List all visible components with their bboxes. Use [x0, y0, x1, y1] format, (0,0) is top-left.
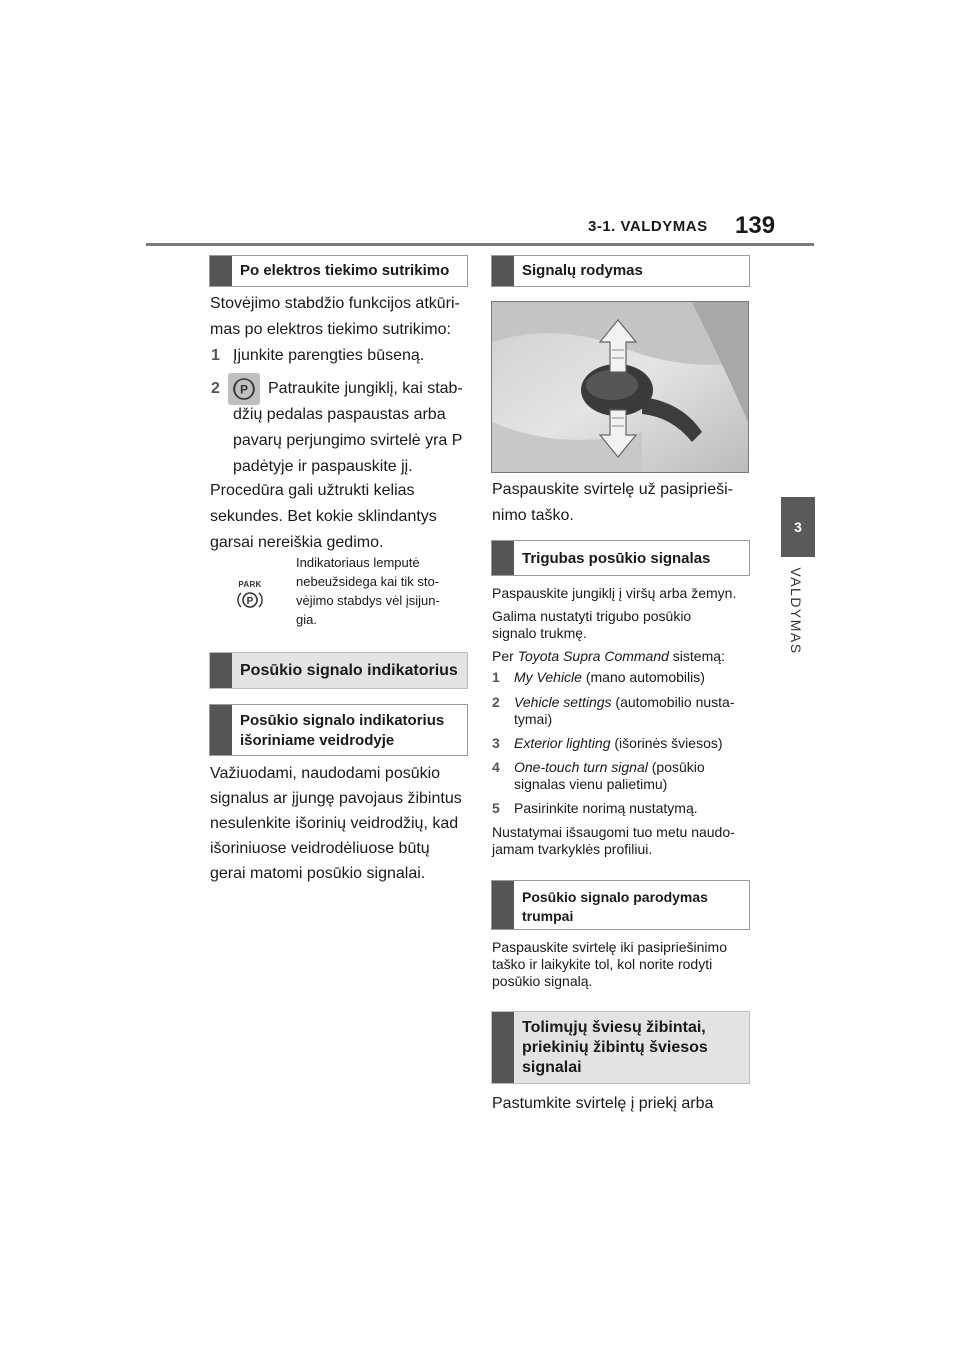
heading-box-turn-signal-indicator: [209, 652, 468, 689]
driving-line-3: nesulenkite išorinių veidrodžių, kad: [210, 815, 459, 832]
driving-line-1: Važiuodami, naudodami posūkio: [210, 765, 441, 782]
turn-signal-lever-illustration: [491, 301, 749, 473]
menu-step-4-en: One-touch turn signal: [514, 759, 648, 775]
menu-step-3: [514, 735, 723, 752]
page-number: 139: [735, 212, 776, 239]
heading-triple-signal: Trigubas posūkio signalas: [522, 550, 711, 567]
heading-box-high-beam: [491, 1011, 750, 1084]
can-set-line-1: Galima nustatyti trigubo posūkio: [492, 608, 692, 624]
menu-step-4-number: 4: [492, 759, 500, 775]
press-up-down: Paspauskite jungiklį į viršų arba žemyn.: [492, 585, 737, 601]
note-line-2: sekundes. Bet kokie sklindantys: [210, 508, 437, 525]
heading-brief-line-1: Posūkio signalo parodymas: [522, 889, 708, 905]
press-past-line-2: nimo taško.: [492, 507, 574, 524]
chapter-label: VALDYMAS: [788, 567, 804, 655]
via-prefix: Per: [492, 648, 518, 664]
chapter-label-wrap: [774, 569, 818, 653]
menu-step-1-lt: (mano automobilis): [581, 669, 705, 685]
menu-step-4: [514, 759, 705, 776]
heading-box-mirror-indicator: [209, 704, 468, 756]
chapter-number: 3: [794, 519, 802, 535]
step-1-text: Įjunkite parengties būseną.: [233, 347, 425, 364]
press-past-line-1: Paspauskite svirtelę už pasiprieši-: [492, 481, 733, 498]
menu-step-5: Pasirinkite norimą nustatymą.: [514, 800, 698, 816]
driving-line-4: išoriniuose veidrodėliuose būtų: [210, 840, 430, 857]
heading-box-signal-display: [491, 255, 750, 287]
park-label: PARK: [238, 580, 262, 589]
menu-step-3-lt: (išorinės šviesos): [610, 735, 723, 751]
intro-line-2: mas po elektros tiekimo sutrikimo:: [210, 321, 451, 338]
intro-line-1: Stovėjimo stabdžio funkcijos atkūri-: [210, 295, 460, 312]
step-2-line-4: padėtyje ir paspauskite jį.: [233, 458, 413, 475]
heading-mirror-line-1: Posūkio signalo indikatorius: [240, 712, 445, 729]
svg-text:P: P: [239, 382, 249, 397]
heading-signal-display: Signalų rodymas: [522, 262, 643, 279]
menu-step-4-lt: (posūkio: [647, 759, 705, 775]
note-line-3: garsai nereiškia gedimo.: [210, 534, 384, 551]
heading-high-beam-line-1: Tolimųjų šviesų žibintai,: [522, 1019, 706, 1036]
heading-turn-signal-indicator: Posūkio signalo indikatorius: [240, 662, 458, 679]
parking-brake-switch-icon: [228, 373, 260, 405]
step-2-number: 2: [211, 380, 220, 397]
heading-power-failure: Po elektros tiekimo sutrikimo: [240, 262, 450, 279]
indicator-line-3: vėjimo stabdys vėl įsijun-: [296, 593, 440, 608]
menu-step-2: [514, 694, 735, 711]
menu-step-3-number: 3: [492, 735, 500, 751]
svg-text:P: P: [246, 596, 254, 607]
push-lever-text: Pastumkite svirtelę į priekį arba: [492, 1095, 714, 1112]
menu-step-5-number: 5: [492, 800, 500, 816]
hold-line-2: taško ir laikykite tol, kol norite rodyti: [492, 956, 713, 972]
menu-step-2-number: 2: [492, 694, 500, 710]
indicator-line-2: nebeužsidega kai tik sto-: [296, 574, 440, 589]
heading-high-beam-line-3: signalai: [522, 1059, 582, 1076]
menu-step-1-en: My Vehicle: [514, 669, 582, 685]
menu-step-4-cont: signalas vienu palietimu): [514, 776, 668, 792]
note-line-1: Procedūra gali užtrukti kelias: [210, 482, 415, 499]
chapter-tab: [781, 497, 815, 557]
driving-line-2: signalus ar įjungę pavojaus žibintus: [210, 790, 462, 807]
section-title: 3-1. VALDYMAS: [588, 218, 708, 235]
saved-line-1: Nustatymai išsaugomi tuo metu naudo-: [492, 824, 735, 840]
step-2-line-3: pavarų perjungimo svirtelė yra P: [233, 432, 463, 449]
heading-high-beam-line-2: priekinių žibintų šviesos: [522, 1039, 708, 1056]
menu-step-2-en: Vehicle settings: [514, 694, 612, 710]
park-indicator-icon: [233, 580, 267, 612]
via-system: Toyota Supra Command: [517, 648, 669, 664]
via-system-line: [492, 648, 725, 665]
heading-mirror-line-2: išoriniame veidrodyje: [240, 732, 395, 749]
step-2-line-2: džių pedalas paspaustas arba: [233, 406, 446, 423]
heading-box-brief-display: [491, 880, 750, 930]
heading-box-triple-signal: [491, 540, 750, 576]
step-2-line-1: Patraukite jungiklį, kai stab-: [268, 380, 463, 397]
can-set-line-2: signalo trukmę.: [492, 625, 587, 641]
hold-line-1: Paspauskite svirtelę iki pasipriešinimo: [492, 939, 727, 955]
menu-step-2-cont: tymai): [514, 711, 553, 727]
menu-step-1-number: 1: [492, 669, 500, 685]
header-rule: [146, 243, 814, 246]
menu-step-3-en: Exterior lighting: [514, 735, 611, 751]
menu-step-2-lt: (automobilio nusta-: [611, 694, 735, 710]
step-1-number: 1: [211, 347, 220, 364]
via-suffix: sistemą:: [668, 648, 725, 664]
hold-line-3: posūkio signalą.: [492, 973, 593, 989]
heading-brief-line-2: trumpai: [522, 908, 574, 924]
indicator-line-1: Indikatoriaus lemputė: [296, 555, 420, 570]
indicator-line-4: gia.: [296, 612, 317, 627]
heading-box-power-failure: [209, 255, 468, 287]
menu-step-1: [514, 669, 705, 686]
saved-line-2: jamam tvarkyklės profiliui.: [492, 841, 653, 857]
driving-line-5: gerai matomi posūkio signalai.: [210, 865, 426, 882]
